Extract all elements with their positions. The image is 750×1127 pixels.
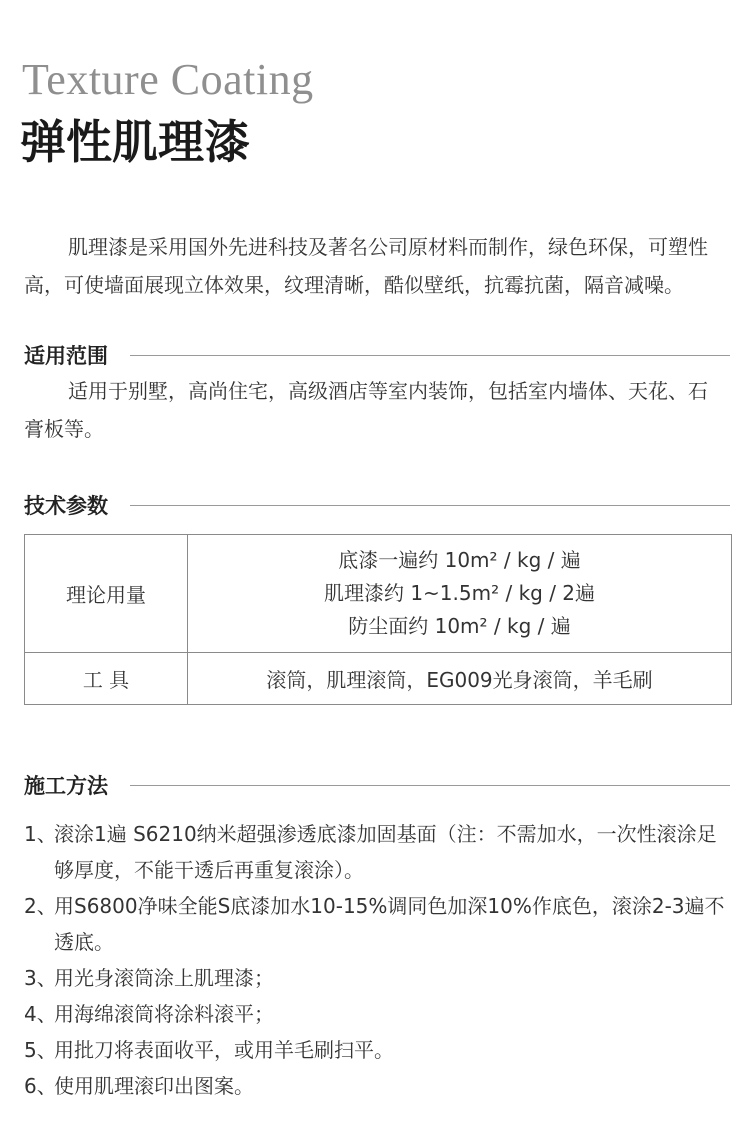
- scope-title: 适用范围: [24, 344, 108, 368]
- step-number: 2、: [24, 894, 57, 918]
- list-item: [24, 816, 730, 888]
- list-item: [24, 888, 730, 960]
- step-text: 用海绵滚筒将涂料滚平；: [54, 1002, 274, 1026]
- table-row: [25, 535, 732, 653]
- scope-paragraph: 适用于别墅，高尚住宅，高级酒店等室内装饰，包括室内墙体、天花、石膏板等。: [24, 379, 708, 441]
- table-value-cell: [188, 535, 732, 653]
- table-value-cell: 滚筒，肌理滚筒，EG009光身滚筒，羊毛刷: [188, 653, 732, 705]
- specs-section-header: [24, 490, 730, 520]
- chinese-title: 弹性肌理漆: [20, 115, 250, 169]
- list-item: [24, 1068, 730, 1104]
- table-key-cell: 工 具: [25, 653, 188, 705]
- usage-line: 底漆一遍约 10m² / kg / 遍: [338, 548, 581, 572]
- step-number: 1、: [24, 822, 57, 846]
- step-text: 滚涂1遍 S6210纳米超强渗透底漆加固基面（注：不需加水，一次性滚涂足够厚度，不能干透后再重复滚涂）。: [54, 822, 717, 882]
- step-number: 5、: [24, 1038, 57, 1062]
- section-divider: [130, 355, 730, 356]
- intro-paragraph: 肌理漆是采用国外先进科技及著名公司原材料而制作，绿色环保，可塑性高，可使墙面展现立体效果，纹理清晰，酷似壁纸，抗霉抗菌，隔音减噪。: [24, 235, 708, 297]
- step-text: 用批刀将表面收平，或用羊毛刷扫平。: [54, 1038, 394, 1062]
- method-title: 施工方法: [24, 774, 108, 798]
- section-divider: [130, 785, 730, 786]
- step-number: 6、: [24, 1074, 57, 1098]
- table-row: [25, 653, 732, 705]
- method-section-header: [24, 770, 730, 800]
- step-text: 使用肌理滚印出图案。: [54, 1074, 254, 1098]
- usage-line: 防尘面约 10m² / kg / 遍: [348, 614, 571, 638]
- english-title: Texture Coating: [22, 55, 314, 104]
- method-steps-list: [24, 816, 730, 1104]
- list-item: [24, 1032, 730, 1068]
- usage-line: 肌理漆约 1~1.5m² / kg / 2遍: [323, 581, 596, 605]
- specs-title: 技术参数: [24, 494, 108, 518]
- section-divider: [130, 505, 730, 506]
- list-item: [24, 960, 730, 996]
- table-key-cell: 理论用量: [25, 535, 188, 653]
- list-item: [24, 996, 730, 1032]
- step-text: 用S6800净味全能S底漆加水10-15%调同色加深10%作底色，滚涂2-3遍不透底。: [54, 894, 725, 954]
- scope-section-header: [24, 340, 730, 370]
- step-text: 用光身滚筒涂上肌理漆；: [54, 966, 274, 990]
- step-number: 4、: [24, 1002, 57, 1026]
- specs-table: [24, 534, 732, 705]
- step-number: 3、: [24, 966, 57, 990]
